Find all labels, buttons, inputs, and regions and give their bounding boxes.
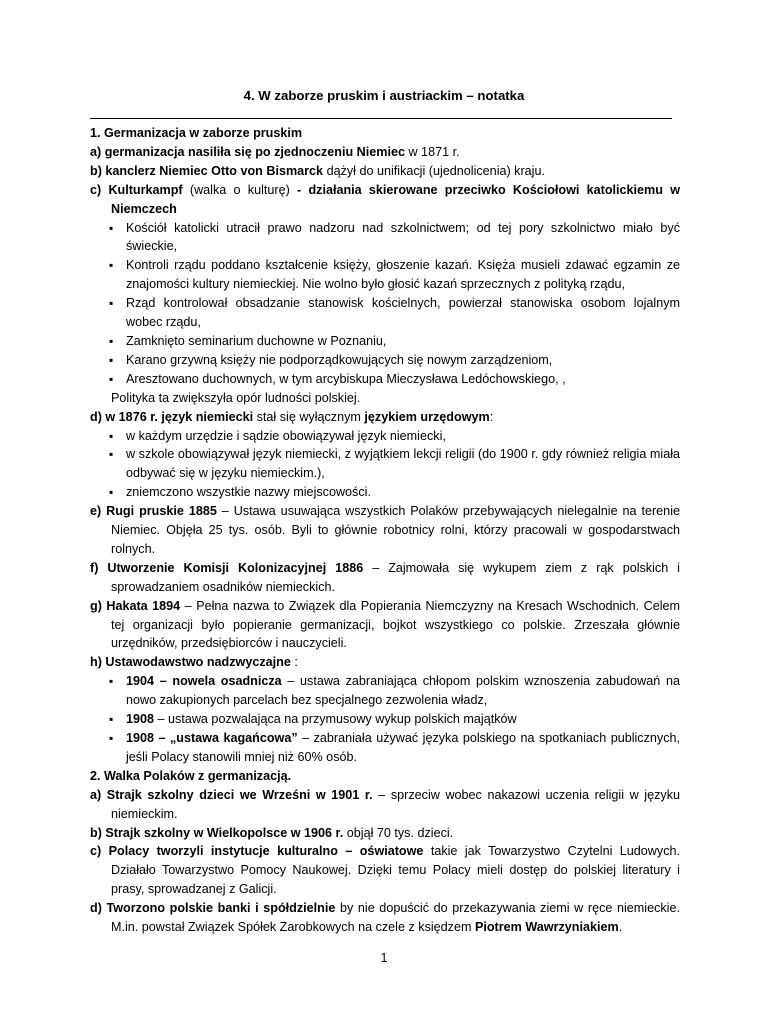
- list-item: ▪ zniemczono wszystkie nazwy miejscowości.: [90, 483, 680, 502]
- point-1f-text: – Zajmowała się wykupem ziem z rąk polskich i sprowadzaniem osadników niemieckich.: [111, 560, 680, 594]
- point-2a-text: – sprzeciw wobec nakazowi uczenia religii w języku niemieckim.: [111, 787, 680, 821]
- point-2c-bold: c) Polacy tworzyli instytucje kulturalno – oświatowe: [90, 844, 424, 859]
- point-1c-text: (walka o kulturę): [182, 182, 298, 197]
- point-1b-bold: b) kanclerz Niemiec Otto von Bismarck: [90, 163, 324, 178]
- list-item: ▪ w każdym urzędzie i sądzie obowiązywał język niemiecki,: [90, 427, 680, 446]
- list-item-text: – ustawa pozwalająca na przymusowy wykup polskich majątków: [154, 712, 517, 727]
- title-divider: [90, 118, 672, 119]
- point-1h-bold: h) Ustawodawstwo nadzwyczajne: [90, 655, 291, 670]
- list-item: [90, 710, 680, 729]
- point-2c: [90, 842, 680, 899]
- point-1d-bullets: [90, 427, 680, 503]
- point-1g-text: – Pełna nazwa to Związek dla Popierania Niemczyzny na Kresach Wschodnich. Celem tej organizacji było popieranie germanizacji, bojkot wszystkiego co polskie. Zrzeszała głównie urzędników, przedsiębiorców i nauczycieli.: [111, 598, 680, 651]
- point-2b: [90, 824, 680, 843]
- point-1f: [90, 559, 680, 597]
- point-1g: [90, 597, 680, 654]
- list-item: ▪ w szkole obowiązywał język niemiecki, z wyjątkiem lekcji religii (do 1900 r. gdy również religia miała odbywać się w języku niemieckim.),: [90, 445, 680, 483]
- point-1e-text: – Ustawa usuwająca wszystkich Polaków przebywających nielegalnie na terenie Niemiec. Objęła 25 tys. osób. Byli to głównie robotnicy rolni, którzy pracowali w gospodarstwach rolnych.: [111, 504, 680, 556]
- point-1c-bullets: [90, 219, 680, 389]
- point-1d: [90, 408, 680, 427]
- point-1h: [90, 653, 680, 672]
- point-1e: [90, 502, 680, 559]
- list-item: ▪ Aresztowano duchownych, w tym arcybiskupa Mieczysława Ledóchowskiego, ,: [90, 370, 680, 389]
- point-2c-text: takie jak Towarzystwo Czytelni Ludowych. Działało Towarzystwo Pomocy Naukowej. Dzięki temu Polacy mieli dostęp do polskiej literatury i prasy, sprowadzanej z Galicji.: [111, 844, 680, 897]
- document-body: [90, 124, 680, 937]
- point-2d: [90, 899, 680, 937]
- point-1d-end: :: [489, 409, 494, 424]
- point-2b-bold: b) Strajk szkolny w Wielkopolsce w 1906 r.: [90, 825, 344, 840]
- list-item: ▪ Kontroli rządu poddano kształcenie księży, głoszenie kazań. Księża musieli zdawać egzamin ze znajomości kultury niemieckiej. Nie wolno było głosić kazań sprzecznych z polityką rządu,: [90, 256, 680, 294]
- point-1d-bold1: d) w 1876 r. język niemiecki: [90, 409, 254, 424]
- list-item: [90, 729, 680, 767]
- point-1c: [90, 181, 680, 219]
- page-number: 1: [380, 951, 388, 965]
- list-item: ▪ Zamknięto seminarium duchowne w Poznaniu,: [90, 332, 680, 351]
- list-item: ▪ Karano grzywną księży nie podporządkowujących się nowym zarządzeniom,: [90, 351, 680, 370]
- document-title: 4. W zaborze pruskim i austriackim – notatka: [243, 88, 525, 103]
- point-1a: [90, 143, 680, 162]
- list-item: ▪ Rząd kontrolował obsadzanie stanowisk kościelnych, powierzał stanowiska osobom lojalnym wobec rządu,: [90, 294, 680, 332]
- list-item-text: – zabraniała używać języka polskiego na spotkaniach publicznych, jeśli Polacy stanowili mniej niż 60% osób.: [126, 731, 680, 764]
- point-1f-bold: f) Utworzenie Komisji Kolonizacyjnej 1886: [90, 560, 364, 575]
- point-1c-closing: Polityka ta zwiększyła opór ludności polskiej.: [111, 390, 361, 405]
- point-2d-bold2: Piotrem Wawrzyniakiem: [474, 920, 619, 935]
- list-item: [90, 672, 680, 710]
- point-1d-bold2: językiem urzędowym: [364, 409, 490, 424]
- list-item: ▪ Kościół katolicki utracił prawo nadzoru nad szkolnictwem; od tej pory szkolnictwo miało być świeckie,: [90, 219, 680, 257]
- list-item-text: – ustawa zabraniająca chłopom polskim wznoszenia zabudowań na nowo zakupionych parcelach bez specjalnego zezwolenia władz,: [126, 674, 680, 708]
- point-1h-bullets: [90, 672, 680, 767]
- point-1a-bold: a) germanizacja nasiliła się po zjednoczeniu Niemiec: [90, 144, 405, 159]
- point-2d-end: .: [618, 920, 623, 935]
- point-1c-bold1: c) Kulturkampf: [90, 182, 183, 197]
- section-1-heading: 1. Germanizacja w zaborze pruskim: [90, 126, 303, 140]
- point-2a: [90, 786, 680, 824]
- point-2a-bold: a) Strajk szkolny dzieci we Wrześni w 1901 r.: [90, 787, 373, 802]
- point-2d-bold1: d) Tworzono polskie banki i spółdzielnie: [90, 901, 336, 916]
- list-item-bold: 1908: [126, 712, 155, 727]
- point-1a-text: w 1871 r.: [404, 144, 460, 159]
- list-item-bold: 1904 – nowela osadnicza: [126, 674, 282, 689]
- point-2d-text: by nie dopuścić do przekazywania ziemi w ręce niemieckie. M.in. powstał Związek Spółek Zarobkowych na czele z księdzem: [111, 901, 680, 935]
- point-1g-bold: g) Hakata 1894: [90, 598, 181, 613]
- point-1c-bold2: - działania skierowane przeciwko Kościołowi katolickiemu w Niemczech: [111, 182, 680, 216]
- point-2b-text: objął 70 tys. dzieci.: [343, 825, 454, 840]
- point-1d-text: stał się wyłącznym: [253, 409, 365, 424]
- point-1b: [90, 162, 680, 181]
- point-1e-bold: e) Rugi pruskie 1885: [90, 504, 217, 519]
- section-2-heading: 2. Walka Polaków z germanizacją.: [90, 768, 292, 783]
- point-1b-text: dążył do unifikacji (ujednolicenia) kraju.: [323, 163, 545, 178]
- point-1h-text: :: [290, 655, 298, 670]
- list-item-bold: 1908 – „ustawa kagańcowa”: [126, 731, 298, 745]
